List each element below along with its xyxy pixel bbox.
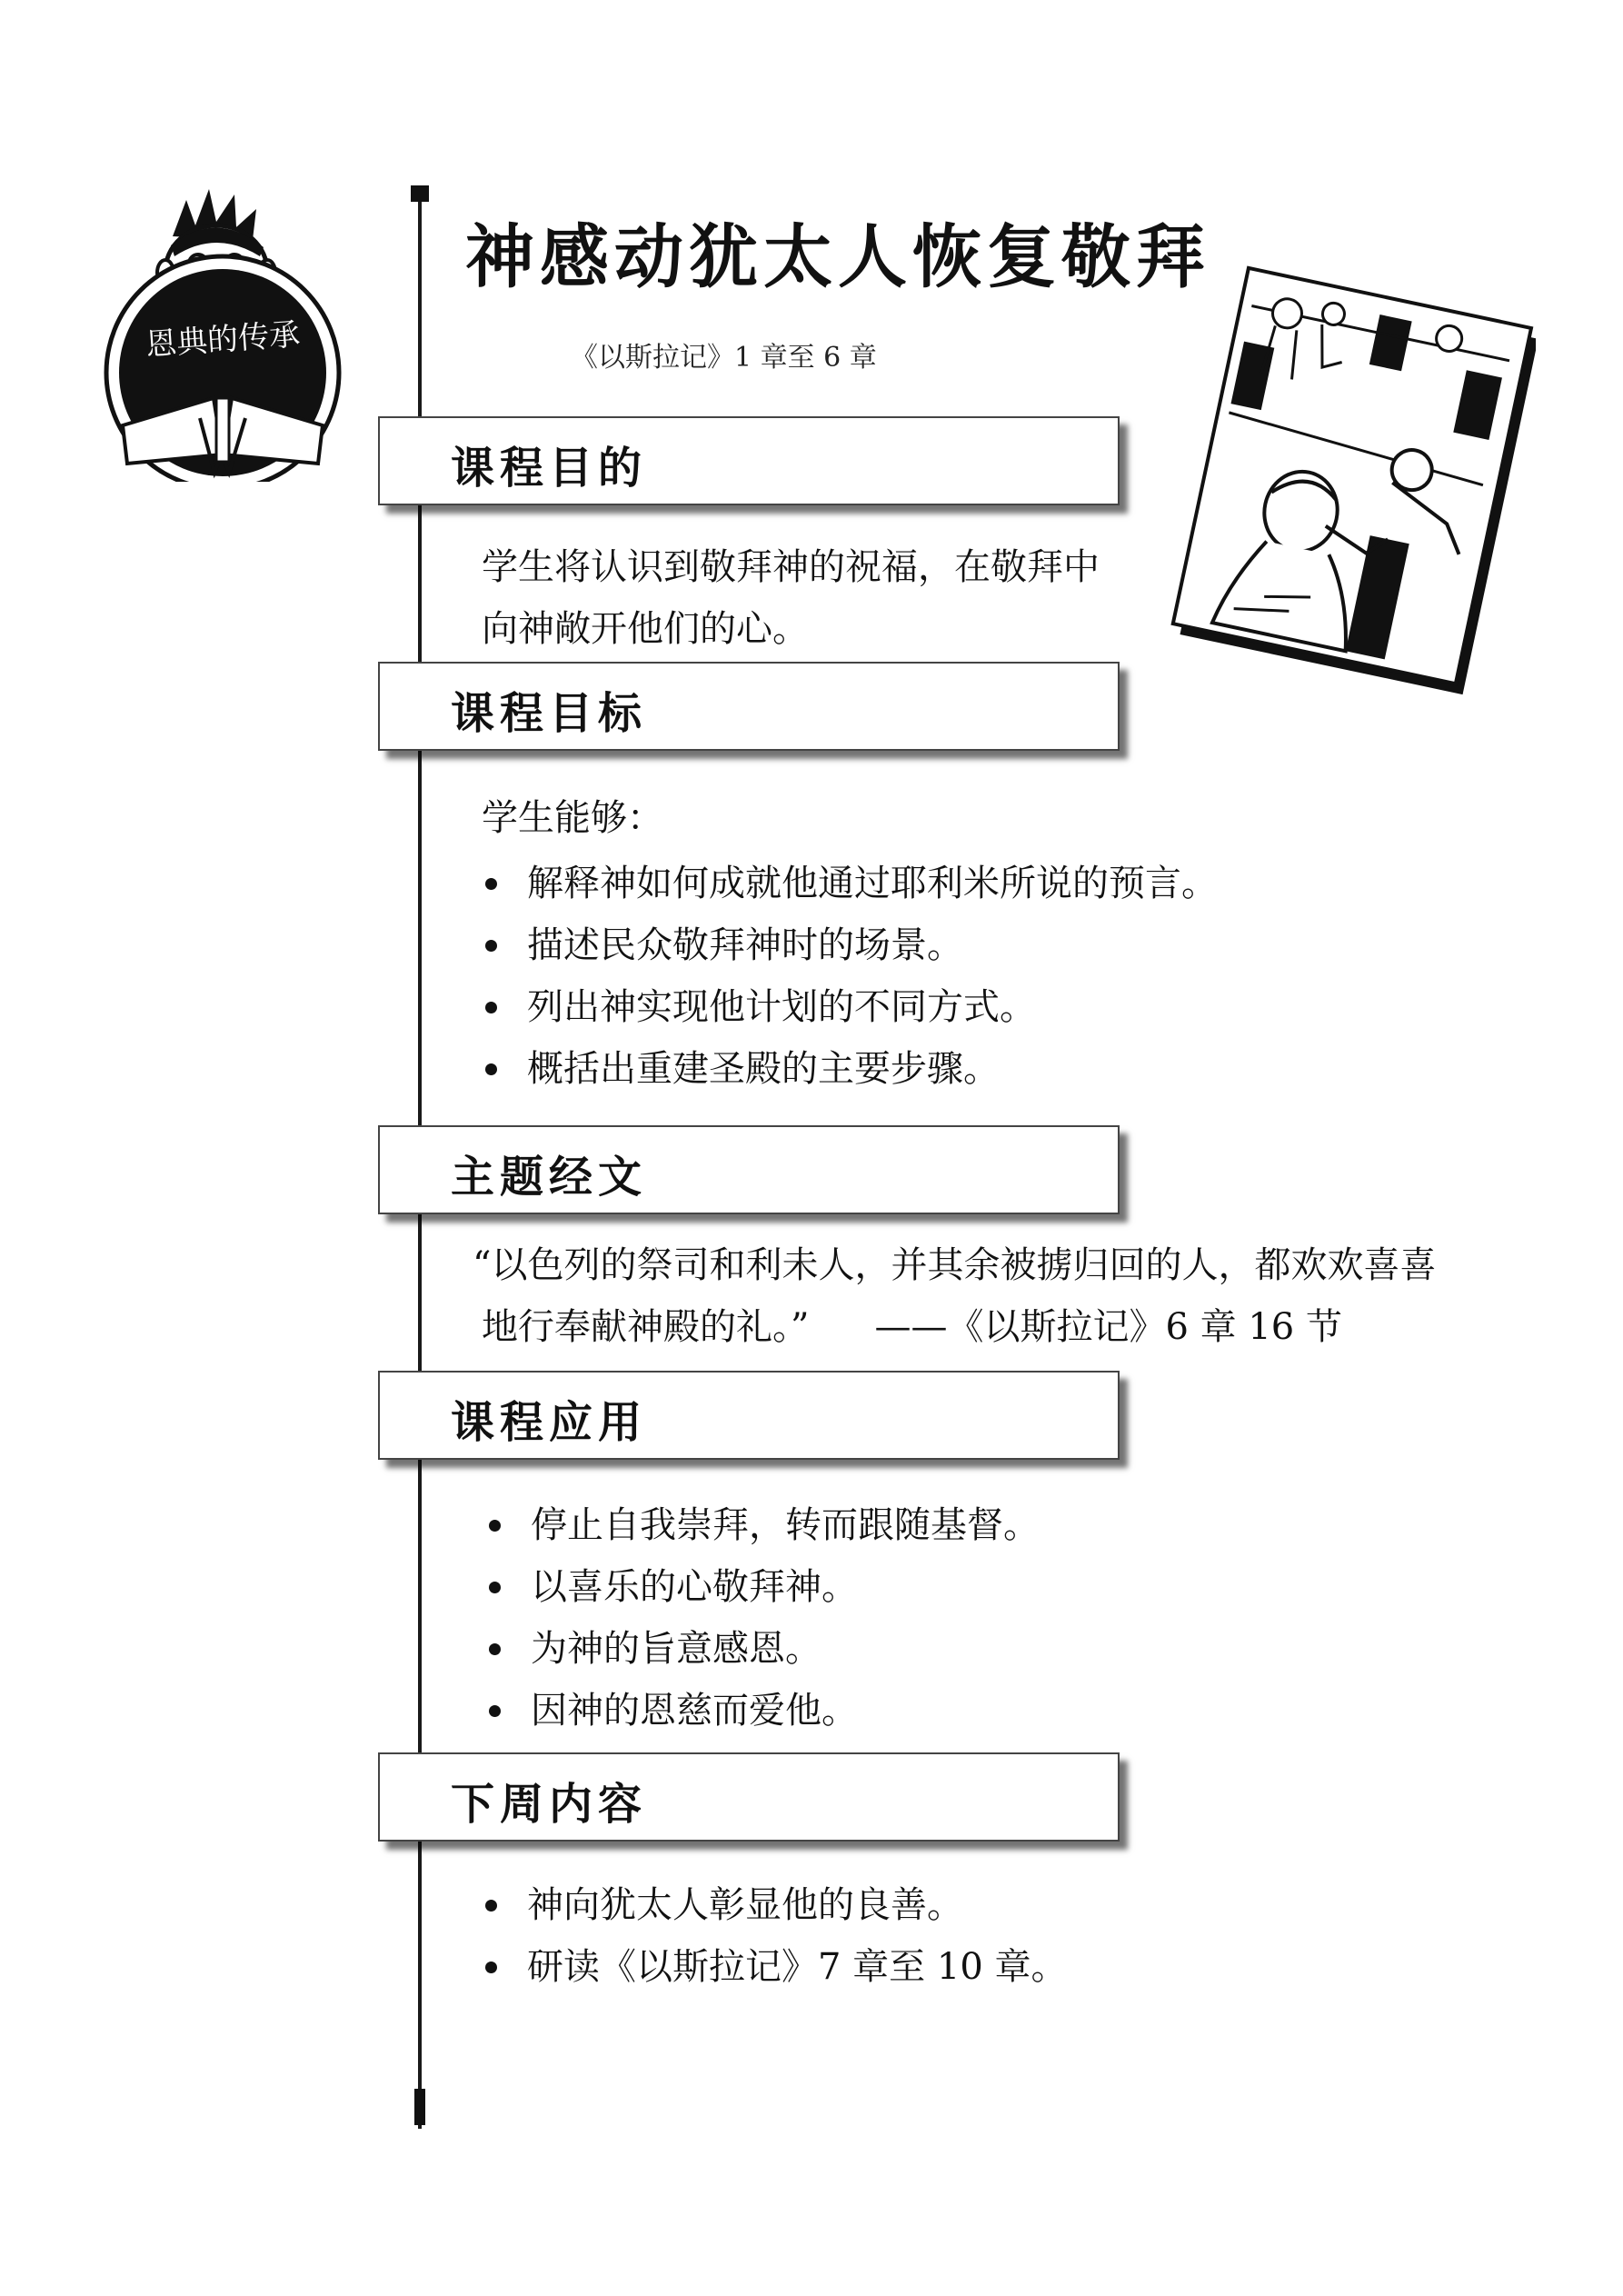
goals-list [527,853,1218,1100]
section-header-key-verse [378,1125,1120,1214]
section-title: 主题经文 [451,1152,648,1203]
bullet-icon [489,1520,501,1532]
list-item: 研读《以斯拉记》7 章至 10 章。 [527,1936,1068,1998]
application-list [531,1494,1040,1742]
bullet-icon [489,1643,501,1655]
verse-line: “以色列的祭司和利未人，并其余被掳归回的人，都欢欢喜喜 [473,1244,1437,1286]
key-verse [473,1234,1437,1358]
list-item: 以喜乐的心敬拜神。 [531,1556,1040,1618]
bullet-icon [485,1900,497,1912]
scripture-range: 《以斯拉记》1 章至 6 章 [571,342,877,374]
timeline-bottom-cap [414,2089,425,2125]
section-title: 课程应用 [451,1397,648,1448]
goals-lead: 学生能够： [482,797,663,839]
bullet-icon [489,1582,501,1593]
logo [100,182,345,482]
list-item: 解释神如何成就他通过耶利米所说的预言。 [527,853,1218,914]
section-title: 课程目的 [451,443,648,494]
bullet-icon [485,878,497,890]
objective-line: 学生将认识到敬拜神的祝福，在敬拜中 [482,546,1100,588]
list-item: 因神的恩慈而爱他。 [531,1680,1040,1742]
list-item: 为神的旨意感恩。 [531,1618,1040,1680]
bullet-icon [485,940,497,952]
list-item: 概括出重建圣殿的主要步骤。 [527,1038,1218,1100]
section-header-next-week [378,1752,1120,1842]
bullet-icon [489,1705,501,1717]
section-title: 下周内容 [451,1779,648,1830]
logo-text: 恩典的传承 [144,316,302,364]
bullet-icon [485,1063,497,1075]
section-title: 课程目标 [451,688,648,739]
list-item: 神向犹太人彰显他的良善。 [527,1874,1068,1936]
lesson-illustration [1154,256,1536,702]
objective-line: 向神敞开他们的心。 [482,608,809,650]
objective-text [482,536,1100,660]
next-week-list [527,1874,1068,1998]
section-header-objective [378,416,1120,505]
section-header-application [378,1371,1120,1460]
list-item: 描述民众敬拜神时的场景。 [527,914,1218,976]
timeline-top-cap [411,185,429,202]
section-header-goals [378,662,1120,751]
verse-text: 地行奉献神殿的礼。” [482,1306,810,1348]
verse-reference: ——《以斯拉记》6 章 16 节 [874,1306,1342,1348]
bullet-icon [485,1962,497,1973]
verse-line [482,1296,1436,1358]
page-title: 神感动犹太人恢复敬拜 [465,216,1210,297]
list-item: 停止自我崇拜，转而跟随基督。 [531,1494,1040,1556]
bullet-icon [485,1002,497,1013]
list-item: 列出神实现他计划的不同方式。 [527,976,1218,1038]
